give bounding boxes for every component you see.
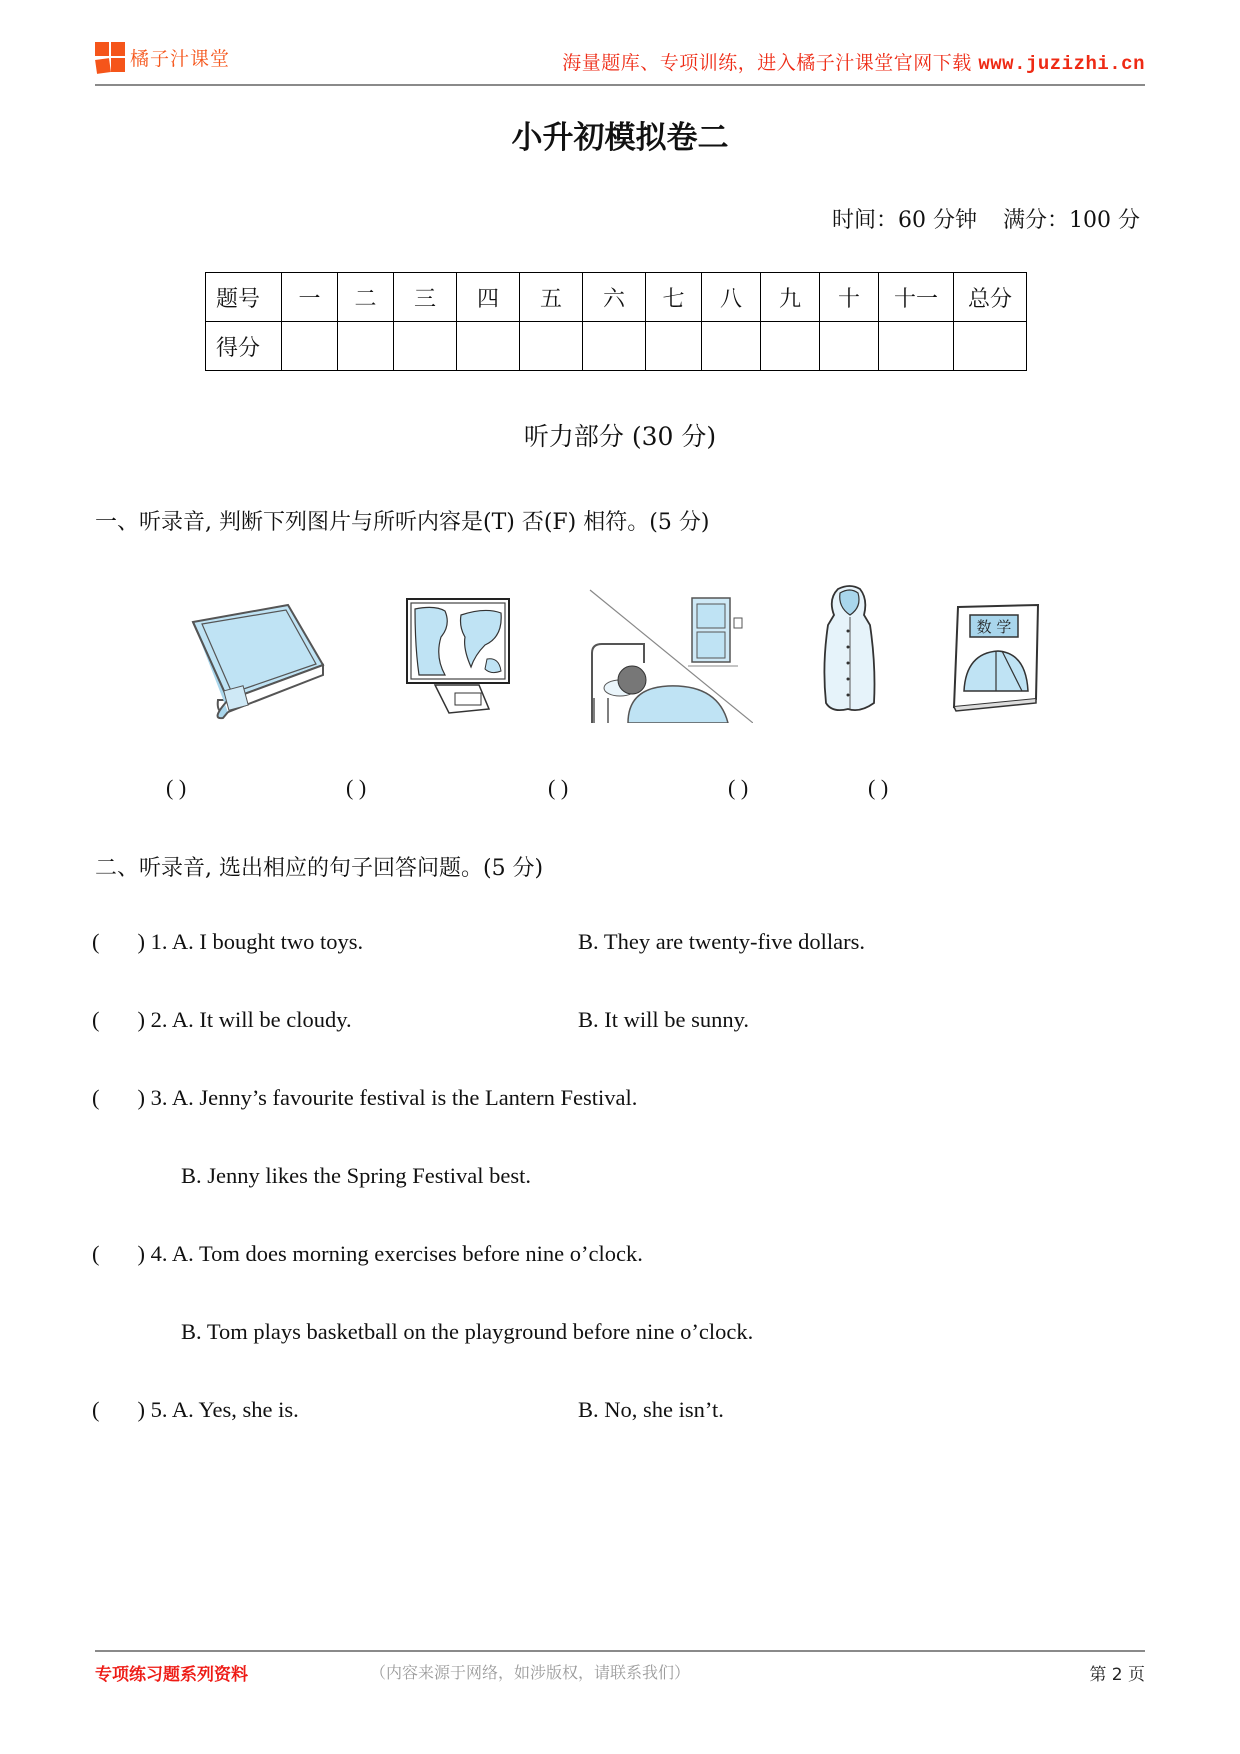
score-table-header-row xyxy=(206,273,1027,322)
score-cell[interactable] xyxy=(761,322,820,371)
book-icon xyxy=(188,600,328,722)
option-a: A. It will be cloudy. xyxy=(171,1007,352,1032)
math-book-icon xyxy=(950,603,1042,713)
answer-blank-1[interactable]: ( ) xyxy=(166,775,187,800)
score-cell[interactable] xyxy=(879,322,954,371)
answer-blank-2[interactable]: ( ) xyxy=(346,775,367,800)
exam-full-score: 满分：100 分 xyxy=(1003,208,1140,233)
exam-info xyxy=(832,203,1140,234)
page-number: 第 2 页 xyxy=(1089,1665,1145,1685)
map-icon xyxy=(405,597,513,715)
score-table-col: 八 xyxy=(702,273,761,322)
score-table-col: 二 xyxy=(338,273,394,322)
score-cell[interactable] xyxy=(338,322,394,371)
answer-blank-3[interactable]: ( ) xyxy=(548,775,569,800)
question-2 xyxy=(92,1007,352,1033)
score-table-col: 九 xyxy=(761,273,820,322)
question-3-option-b: B. Jenny likes the Spring Festival best. xyxy=(181,1163,531,1188)
score-table-col: 总分 xyxy=(954,273,1027,322)
answer-paren-open[interactable]: ( xyxy=(92,1241,100,1266)
part2-heading: 二、听录音, 选出相应的句子回答问题。(5 分) xyxy=(95,856,544,881)
score-table-col: 五 xyxy=(520,273,583,322)
score-table-col: 七 xyxy=(646,273,702,322)
option-a: A. Yes, she is. xyxy=(171,1397,299,1422)
page-title: 小升初模拟卷二 xyxy=(511,120,729,156)
question-number: ) 3. xyxy=(137,1085,168,1110)
score-table-col: 一 xyxy=(282,273,338,322)
score-table-col: 四 xyxy=(457,273,520,322)
math-book-label: 数 学 xyxy=(976,618,1012,636)
score-cell[interactable] xyxy=(520,322,583,371)
question-2-option-b: B. It will be sunny. xyxy=(578,1007,750,1032)
website-link[interactable]: www.juzizhi.cn xyxy=(978,53,1145,75)
raincoat-icon xyxy=(820,585,880,715)
score-cell[interactable] xyxy=(646,322,702,371)
footer-copyright-note: （内容来源于网络，如涉版权，请联系我们） xyxy=(370,1663,691,1682)
question-number: ) 1. xyxy=(137,929,168,954)
question-number: ) 5. xyxy=(137,1397,168,1422)
score-cell[interactable] xyxy=(583,322,646,371)
answer-paren-open[interactable]: ( xyxy=(92,929,100,954)
question-4 xyxy=(92,1241,643,1267)
brand-logo-icon xyxy=(95,42,127,74)
score-table xyxy=(205,272,1027,371)
score-table-row-label: 得分 xyxy=(206,322,282,371)
score-cell[interactable] xyxy=(954,322,1027,371)
score-table-row-label: 题号 xyxy=(206,273,282,322)
question-1-option-b: B. They are twenty-five dollars. xyxy=(578,929,865,954)
answer-blank-4[interactable]: ( ) xyxy=(728,775,749,800)
footer-series-label: 专项练习题系列资料 xyxy=(95,1665,248,1685)
score-cell[interactable] xyxy=(702,322,761,371)
option-a: A. I bought two toys. xyxy=(171,929,364,954)
score-table-score-row xyxy=(206,322,1027,371)
question-5 xyxy=(92,1397,299,1423)
score-cell[interactable] xyxy=(457,322,520,371)
question-3 xyxy=(92,1085,637,1111)
score-table-col: 十 xyxy=(820,273,879,322)
footer-divider xyxy=(95,1650,1145,1652)
sleeping-girl-icon xyxy=(588,588,753,723)
header-slogan xyxy=(562,48,1145,75)
score-cell[interactable] xyxy=(394,322,457,371)
option-a: A. Jenny’s favourite festival is the Lantern Festival. xyxy=(171,1085,638,1110)
score-table-col: 六 xyxy=(583,273,646,322)
exam-time: 时间：60 分钟 xyxy=(832,208,977,233)
answer-paren-open[interactable]: ( xyxy=(92,1007,100,1032)
question-1 xyxy=(92,929,363,955)
score-table-col: 十一 xyxy=(879,273,954,322)
option-a: A. Tom does morning exercises before nine o’clock. xyxy=(171,1241,643,1266)
header-divider xyxy=(95,84,1145,86)
part1-heading: 一、听录音, 判断下列图片与所听内容是(T) 否(F) 相符。(5 分) xyxy=(95,510,710,535)
question-4-option-b: B. Tom plays basketball on the playground before nine o’clock. xyxy=(181,1319,754,1344)
score-cell[interactable] xyxy=(820,322,879,371)
score-table-col: 三 xyxy=(394,273,457,322)
answer-paren-open[interactable]: ( xyxy=(92,1085,100,1110)
slogan-text: 海量题库、专项训练，进入橘子汁课堂官网下载 xyxy=(562,52,972,74)
listening-section-title: 听力部分 (30 分) xyxy=(523,422,717,451)
answer-paren-open[interactable]: ( xyxy=(92,1397,100,1422)
score-cell[interactable] xyxy=(282,322,338,371)
question-number: ) 4. xyxy=(137,1241,168,1266)
question-5-option-b: B. No, she isn’t. xyxy=(578,1397,724,1422)
brand-name: 橘子汁课堂 xyxy=(130,48,231,70)
question-number: ) 2. xyxy=(137,1007,168,1032)
answer-blank-5[interactable]: ( ) xyxy=(868,775,889,800)
